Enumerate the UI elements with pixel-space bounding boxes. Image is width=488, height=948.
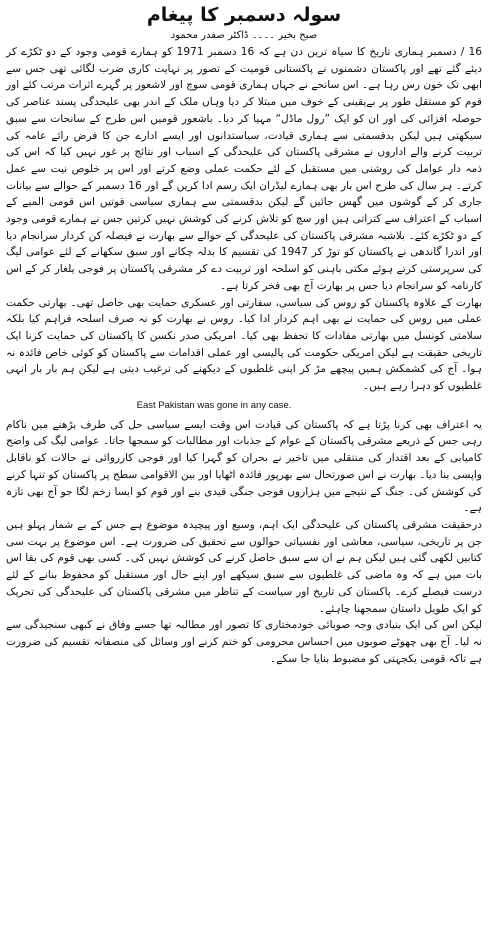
article-title: سولہ دسمبر کا پیغام xyxy=(146,4,342,26)
article-paragraph: بھارت کے علاوہ پاکستان کو روس کی سیاسی، سفارتی اور عسکری حمایت بھی حاصل تھی۔ بھارتی حکمت عملی میں روس کی حمایت نے بھی اہم کردار ادا کیا۔ روس نے بھارت کو نہ صرف اسلحہ فراہم کیا بلکہ سلامتی کونسل میں بھارتی مفادات کا تحفظ بھی کیا۔ امریکی صدر نکسن کا پاکستان کی حمایت کرنا ایک تاریخی حقیقت ہے لیکن امریکی حکومت کی پالیسی اور عملی اقدامات سے پاکستان کو کوئی خاص فائدہ نہ ہوا۔ آج کی کشمکش ہمیں پیچھے مڑ کر اپنی غلطیوں کے دیکھنے کی ترغیب دیتی ہے لیکن ہم بار بار انہی غلطیوں کو دہرا رہے ہیں۔ xyxy=(6,296,482,393)
article-paragraph: یہ اعتراف بھی کرنا پڑتا ہے کہ پاکستان کی قیادت اس وقت ایسے سیاسی حل کی طرف بڑھنے میں ناکام رہی جس کے ذریعے مشرقی پاکستان کے عوام کے جذبات اور مطالبات کو سمجھا جاتا۔ عوامی لیگ کی واضح کامیابی کے بعد اقتدار کی منتقلی میں تاخیر نے بحران کو گہرا کیا اور فوجی کارروائی نے حالات کو ناقابل واپسی بنا دیا۔ بھارت نے اس صورتحال سے بھرپور فائدہ اٹھایا اور بین الاقوامی سطح پر پاکستان کو تنہا کرنے کی کوشش کی۔ جنگ کے نتیجے میں ہزاروں فوجی جنگی قیدی بنے اور قوم کو ایسا زخم لگا جو آج بھی تازہ ہے۔ xyxy=(6,418,482,515)
article-paragraph: 16 / دسمبر ہماری تاریخ کا سیاہ ترین دن ہے کہ 16 دسمبر 1971 کو ہمارے قومی وجود کے دو ٹکڑے کر دیئے گئے تھے اور پاکستان دشمنوں نے پاکستانی قومیت کے تصور پر نہایت کاری ضرب لگائی تھی جس سے ابھی تک خون رس رہا ہے۔ اس سانحے نے جہاں ہماری قومی سوچ اور لاشعور پر گہرے اثرات مرتب کئے اور قوم کو مستقل طور پر بےیقینی کے خوف میں مبتلا کر دیا وہاں ملک کے اندر بھی علیحدگی پسند عناصر کی حوصلہ افزائی کی اور ان کو ایک ”رول ماڈل“ مہیا کر دیا۔ باشعور قومیں اس طرح کے سانحات سے سبق سیکھتی ہیں لیکن بدقسمتی سے ہماری قیادت، سیاستدانوں اور ایسے ادارے جن کا فرض رائے عامہ کی تربیت کرنے والے اداروں نے مشرقی پاکستان کی علیحدگی کے اسباب اور نتائج پر غور نہیں کیا کہ اس کی ذمہ دار عوامل کی روشنی میں مستقبل کے لئے حکمت عملی وضع کرتے اور اس پر خلوص نیت سے عمل کرتے۔ ہر سال کی طرح اس بار بھی ہمارے لیڈران ایک رسم ادا کریں گے اور 16 دسمبر کے حوالے سے بیانات جاری کر کے گوشوں میں گھس جائیں گے لیکن بدقسمتی سے ہماری سیاسی قوتیں اس قومی المیے کے اسباب کے اعتراف سے کتراتی ہیں اور سچ کو تلاش کرنے کی کوشش نہیں کرتیں جس نے ہمارے قومی وجود کے دو ٹکڑے کئے۔ بلاشبہ مشرقی پاکستان کی علیحدگی کے حوالے سے بھارت نے فیصلہ کن کردار سرانجام دیا اور اندرا گاندھی نے پاکستان کو توڑ کر 1947 کی تقسیم کا بدلہ چکانے اور سبق سکھانے کے لئے عوامی لیگ کی سرپرستی کرتے ہوئے مکتی باہنی کو اسلحہ اور تربیت دے کر مشرقی پاکستان پر فوجی یلغار کر کے اس کارنامہ کو سرانجام دیا جس پر بھارت آج بھی فخر کرتا ہے۔ xyxy=(6,46,483,292)
article-paragraph: لیکن اس کی ایک بنیادی وجہ صوبائی خودمختاری کا تصور اور مطالبہ تھا جسے وفاق نے کبھی سنجیدگی سے نہ لیا۔ آج بھی چھوٹے صوبوں میں احساس محرومی کو ختم کرنے اور وسائل کی منصفانہ تقسیم کی ضرورت ہے تاکہ قومی یکجہتی کو مضبوط بنایا جا سکے۔ xyxy=(6,619,482,665)
article-paragraph: درحقیقت مشرقی پاکستان کی علیحدگی ایک اہم، وسیع اور پیچیدہ موضوع ہے جس کے بے شمار پہلو ہیں جن پر تاریخی، سیاسی، معاشی اور نفسیاتی حوالوں سے تحقیق کی ضرورت ہے۔ اس موضوع پر بہت سی کتابیں لکھی گئی ہیں لیکن ہم نے ان سے سبق حاصل کرنے کی کوشش نہیں کی۔ کسی بھی قوم کی بقا اس بات میں ہے کہ وہ ماضی کی غلطیوں سے سبق سیکھے اور اپنے حال اور مستقبل کو محفوظ بنانے کے لئے درست فیصلے کرے۔ پاکستان کی تاریخ اور سیاست کے تناظر میں مشرقی پاکستان کی علیحدگی کی تحریک کو ایک طویل داستان سمجھنا چاہئے۔ xyxy=(6,518,482,615)
article-header xyxy=(6,2,482,44)
english-quote: East Pakistan was gone in any case. xyxy=(136,399,292,411)
article-body xyxy=(6,44,482,667)
article-byline: صبح بخیر ۔۔۔۔ ڈاکٹر صفدر محمود xyxy=(170,30,318,41)
